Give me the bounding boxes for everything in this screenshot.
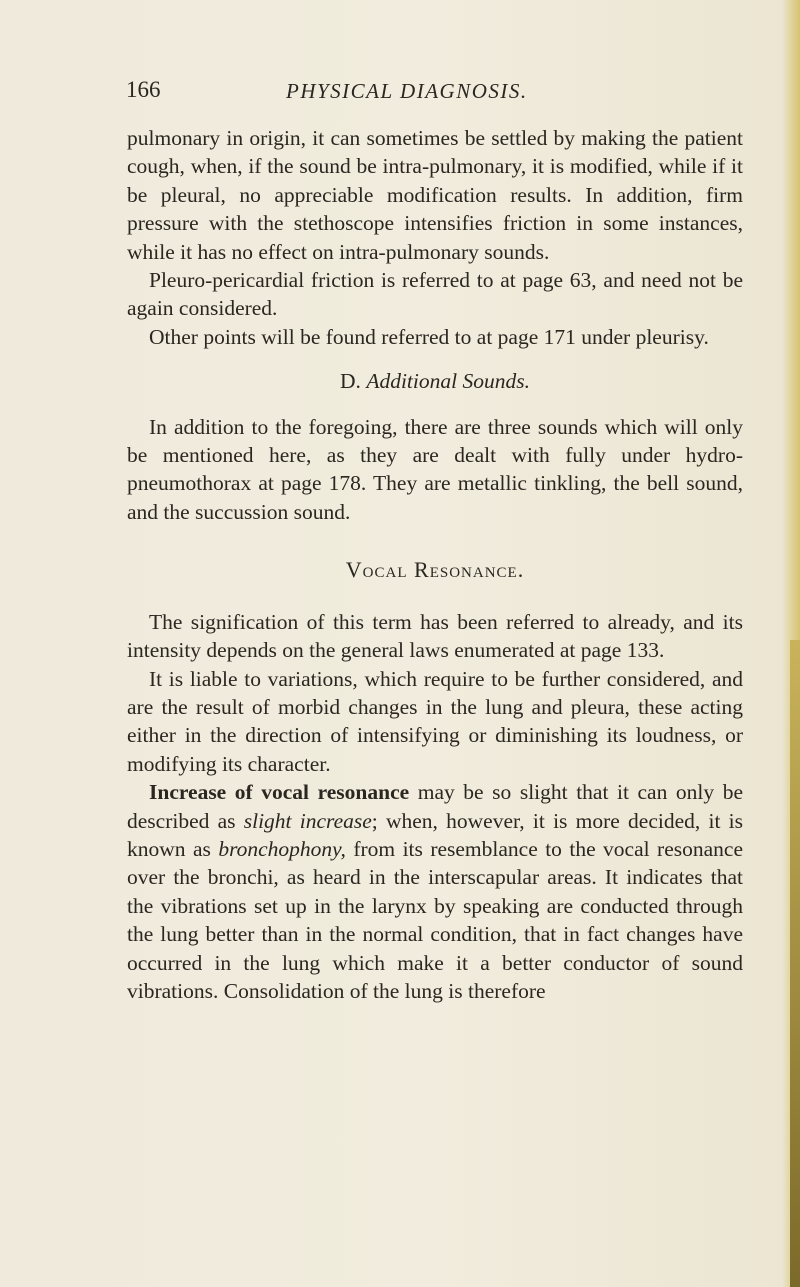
page-number: 166 xyxy=(126,77,161,102)
paragraph-7-text-c: from its resemblance to the vocal resonance over the bronchi, as heard in the interscapular areas. It indicates that the vibrations set up in the larynx by speaking are conducted through the lung better than in the normal condition, that in fact changes have occurred in the lung which make it a better conductor of sound vibrations. Consolidation of the lung is therefore xyxy=(127,836,743,1003)
paragraph-3: Other points will be found referred to at page 171 under pleurisy. xyxy=(149,324,709,349)
term-bronchophony: bronchophony, xyxy=(218,836,346,861)
paragraph-7-text-a: may be so slight that it can only be described as xyxy=(127,780,743,833)
paragraph-2: Pleuro-pericardial friction is referred to at page 63, and need not be again considered. xyxy=(127,268,743,321)
paragraph-5: The signification of this term has been referred to already, and its intensity depends on the general laws enumerated at page 133. xyxy=(127,609,743,663)
section-heading: Vocal Resonance. xyxy=(345,557,525,583)
paragraph-1: pulmonary in origin, it can sometimes be settled by making the patient cough, when, if the sound be intra-pulmonary, it is modified, while if it be pleural, no appreciable modification results. In addition, firm pressure with the stethoscope intensifies friction in some instances, while it has no effect on intra-pulmonary sounds. xyxy=(127,126,743,264)
page-body xyxy=(127,124,743,1005)
term-increase-vocal-resonance: Increase of vocal resonance xyxy=(149,780,410,805)
subheading-title: Additional Sounds. xyxy=(366,369,530,394)
paragraph-6: It is liable to variations, which require to be further considered, and are the result of morbid changes in the lung and pleura, these acting either in the direction of intensifying or diminishing its loudness, or modifying its character. xyxy=(127,666,743,776)
running-title: PHYSICAL DIAGNOSIS. xyxy=(286,79,528,103)
term-slight-increase: slight increase xyxy=(243,808,372,833)
page-edge-shadow xyxy=(790,640,800,1287)
paragraph-7 xyxy=(127,778,743,1005)
paragraph-7-text-b: ; when, however, it is more decided, it is known as xyxy=(127,808,743,861)
subheading xyxy=(127,367,743,395)
subheading-letter: D. xyxy=(340,369,361,394)
paragraph-4: In addition to the foregoing, there are three sounds which will only be mentioned here, as they are dealt with fully under hydro-pneumothorax at page 178. They are metallic tinkling, the bell sound, and the succussion sound. xyxy=(127,414,743,524)
page-header xyxy=(126,77,686,107)
